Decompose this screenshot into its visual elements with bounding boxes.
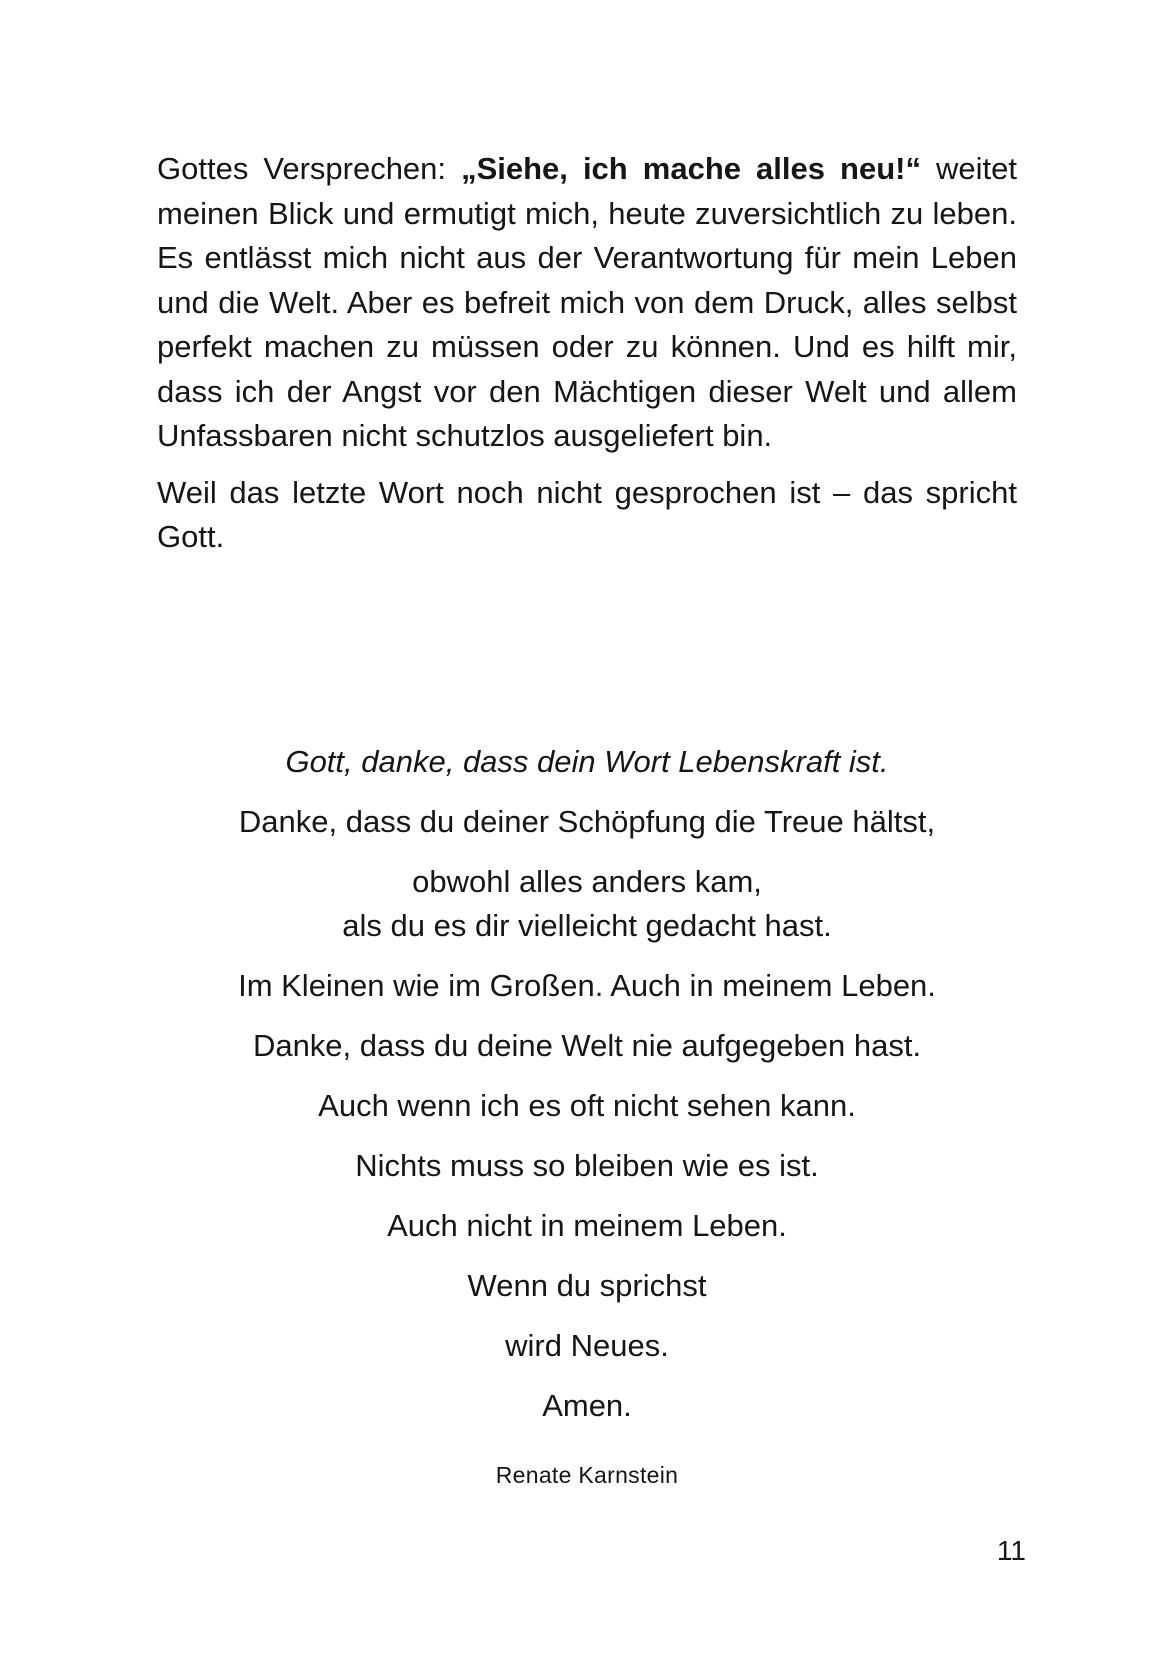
prayer-line-2: Danke, dass du deiner Schöpfung die Treue hältst, <box>238 804 936 839</box>
paragraph-1-intro: Gottes Versprechen: <box>157 151 462 186</box>
paragraph-1-rest: weitet meinen Blick und ermutigt mich, heute zuversichtlich zu leben. Es entlässt mich nicht aus der Verantwortung für mein Leben und die Welt. Aber es befreit mich von dem Druck, alles selbst perfekt machen zu müssen oder zu können. Und es hilft mir, dass ich der Angst vor den Mächtigen dieser Welt und allem Unfassbaren nicht schutzlos ausgeliefert bin. <box>157 151 1017 453</box>
prayer-line-4: als du es dir vielleicht gedacht hast. <box>342 908 832 943</box>
prayer <box>157 740 1017 1444</box>
prayer-line-10: Wenn du sprichst <box>467 1268 707 1303</box>
paragraph-2: Weil das letzte Wort noch nicht gesprochen ist – das spricht Gott. <box>157 474 1017 554</box>
prayer-line-6: Danke, dass du deine Welt nie aufgegeben hast. <box>252 1028 922 1063</box>
prayer-line-5: Im Kleinen wie im Großen. Auch in meinem Leben. <box>238 968 936 1003</box>
prayer-line-1: Gott, danke, dass dein Wort Lebenskraft ist. <box>285 744 889 779</box>
author-name: Renate Karnstein <box>495 1462 679 1488</box>
prayer-line-12: Amen. <box>542 1388 632 1423</box>
page-number: 11 <box>996 1535 1026 1566</box>
prayer-line-8: Nichts muss so bleiben wie es ist. <box>355 1148 819 1183</box>
prayer-line-11: wird Neues. <box>505 1328 669 1363</box>
paragraph-1 <box>157 147 1017 459</box>
prayer-line-7: Auch wenn ich es oft nicht sehen kann. <box>318 1088 856 1123</box>
body-text <box>157 147 1017 560</box>
bible-quote: „Siehe, ich mache alles neu!“ <box>461 151 921 186</box>
prayer-line-9: Auch nicht in meinem Leben. <box>387 1208 787 1243</box>
prayer-line-3: obwohl alles anders kam, <box>412 864 762 899</box>
